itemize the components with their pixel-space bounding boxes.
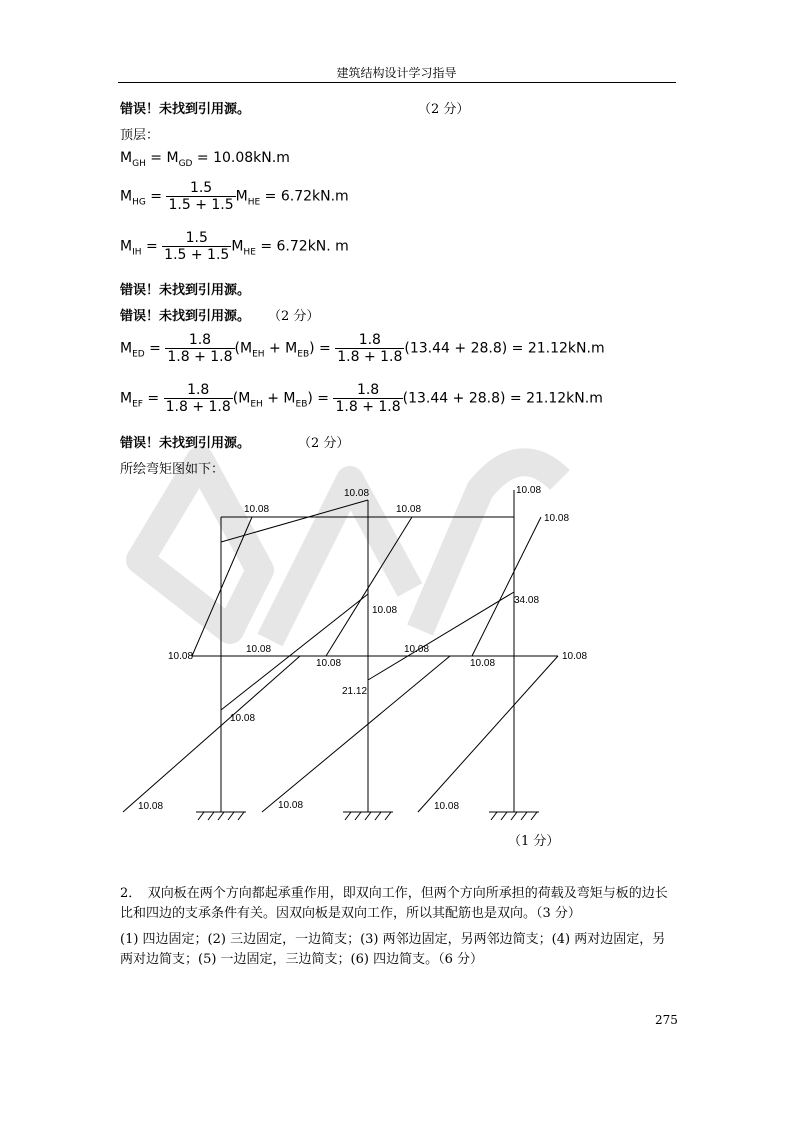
label: 10.08: [246, 644, 272, 655]
label: 10.08: [278, 800, 304, 811]
moment-right-lower-column: [418, 656, 558, 812]
label: 34.08: [514, 595, 540, 606]
figure-caption: 所绘弯矩图如下：: [120, 462, 225, 477]
label: 10.08: [562, 651, 588, 662]
answer-2: 2． 双向板在两个方向都起承重作用，即双向工作，但两个方向所承担的荷载及弯矩与板的边长比和四边的支承条件有关。因双向板是双向工作，所以其配筋也是双向。（3 分）: [120, 886, 668, 921]
equation-mef: $M_{EF}$ = $\frac{1.8}{1.8 + 1.8}$ $(M_{EH} + M_{EB})$ = $\frac{1.8}{1.8 + 1.8}$ (13.44 + 28.8) = 21.12kN.m: [120, 382, 603, 415]
score-1: （2 分）: [418, 102, 470, 117]
label: 10.08: [372, 605, 398, 616]
page-number: 275: [655, 1013, 678, 1027]
moment-middle-upper-column: [326, 517, 412, 656]
score-4: （2 分）: [298, 436, 350, 451]
label: 10.08: [230, 713, 256, 724]
equation-mgh: $M_{GH} = M_{GD} = 10.08kN.m$: [120, 150, 290, 169]
error-ref-3: 错误！未找到引用源。: [120, 309, 251, 324]
running-header: 建筑结构设计学习指导: [336, 66, 457, 80]
label: 10.08: [344, 488, 370, 499]
label: 10.08: [396, 504, 422, 515]
label: 10.08: [138, 801, 164, 812]
label: 10.08: [544, 513, 570, 524]
equation-mih: $M_{IH}$ = $\frac{1.5}{1.5 + 1.5}$ $M_{HE} = 6.72kN$. m: [120, 230, 349, 263]
moment-middle-lower-column: [262, 656, 450, 812]
label: 10.08: [168, 651, 194, 662]
equation-med: $M_{ED}$ = $\frac{1.8}{1.8 + 1.8}$ $(M_{EH} + M_{EB})$ = $\frac{1.8}{1.8 + 1.8}$ (13.44 + 28.8) = 21.12kN.m: [120, 332, 605, 365]
label: 10.08: [470, 658, 496, 669]
answer-2-list: (1) 四边固定；(2) 三边固定，一边简支；(3) 两邻边固定，另两邻边简支；(4) 两对边固定，另两对边简支；(5) 一边固定，三边简支；(6) 四边简支。（6 分）: [120, 932, 666, 967]
label: 10.08: [244, 504, 270, 515]
moment-left-lower-column: [123, 656, 300, 812]
label: 10.08: [404, 644, 430, 655]
label: 21.12: [342, 686, 368, 697]
top-floor-label: 顶层：: [120, 128, 160, 143]
error-ref-1: 错误！未找到引用源。: [120, 102, 251, 117]
label: 10.08: [316, 658, 342, 669]
fixed-support-hatch: [198, 812, 537, 820]
error-ref-4: 错误！未找到引用源。: [120, 436, 251, 451]
moment-right-upper-column: [472, 517, 541, 656]
error-ref-2: 错误！未找到引用源。: [120, 283, 251, 298]
score-figure: （1 分）: [508, 834, 560, 849]
moment-left-upper-column: [192, 517, 252, 656]
label: 10.08: [516, 485, 542, 496]
label: 10.08: [434, 801, 460, 812]
score-3: （2 分）: [268, 309, 320, 324]
equation-mhg: $M_{HG}$ = $\frac{1.5}{1.5 + 1.5}$ $M_{HE} = 6.72kN.m$: [120, 180, 349, 213]
